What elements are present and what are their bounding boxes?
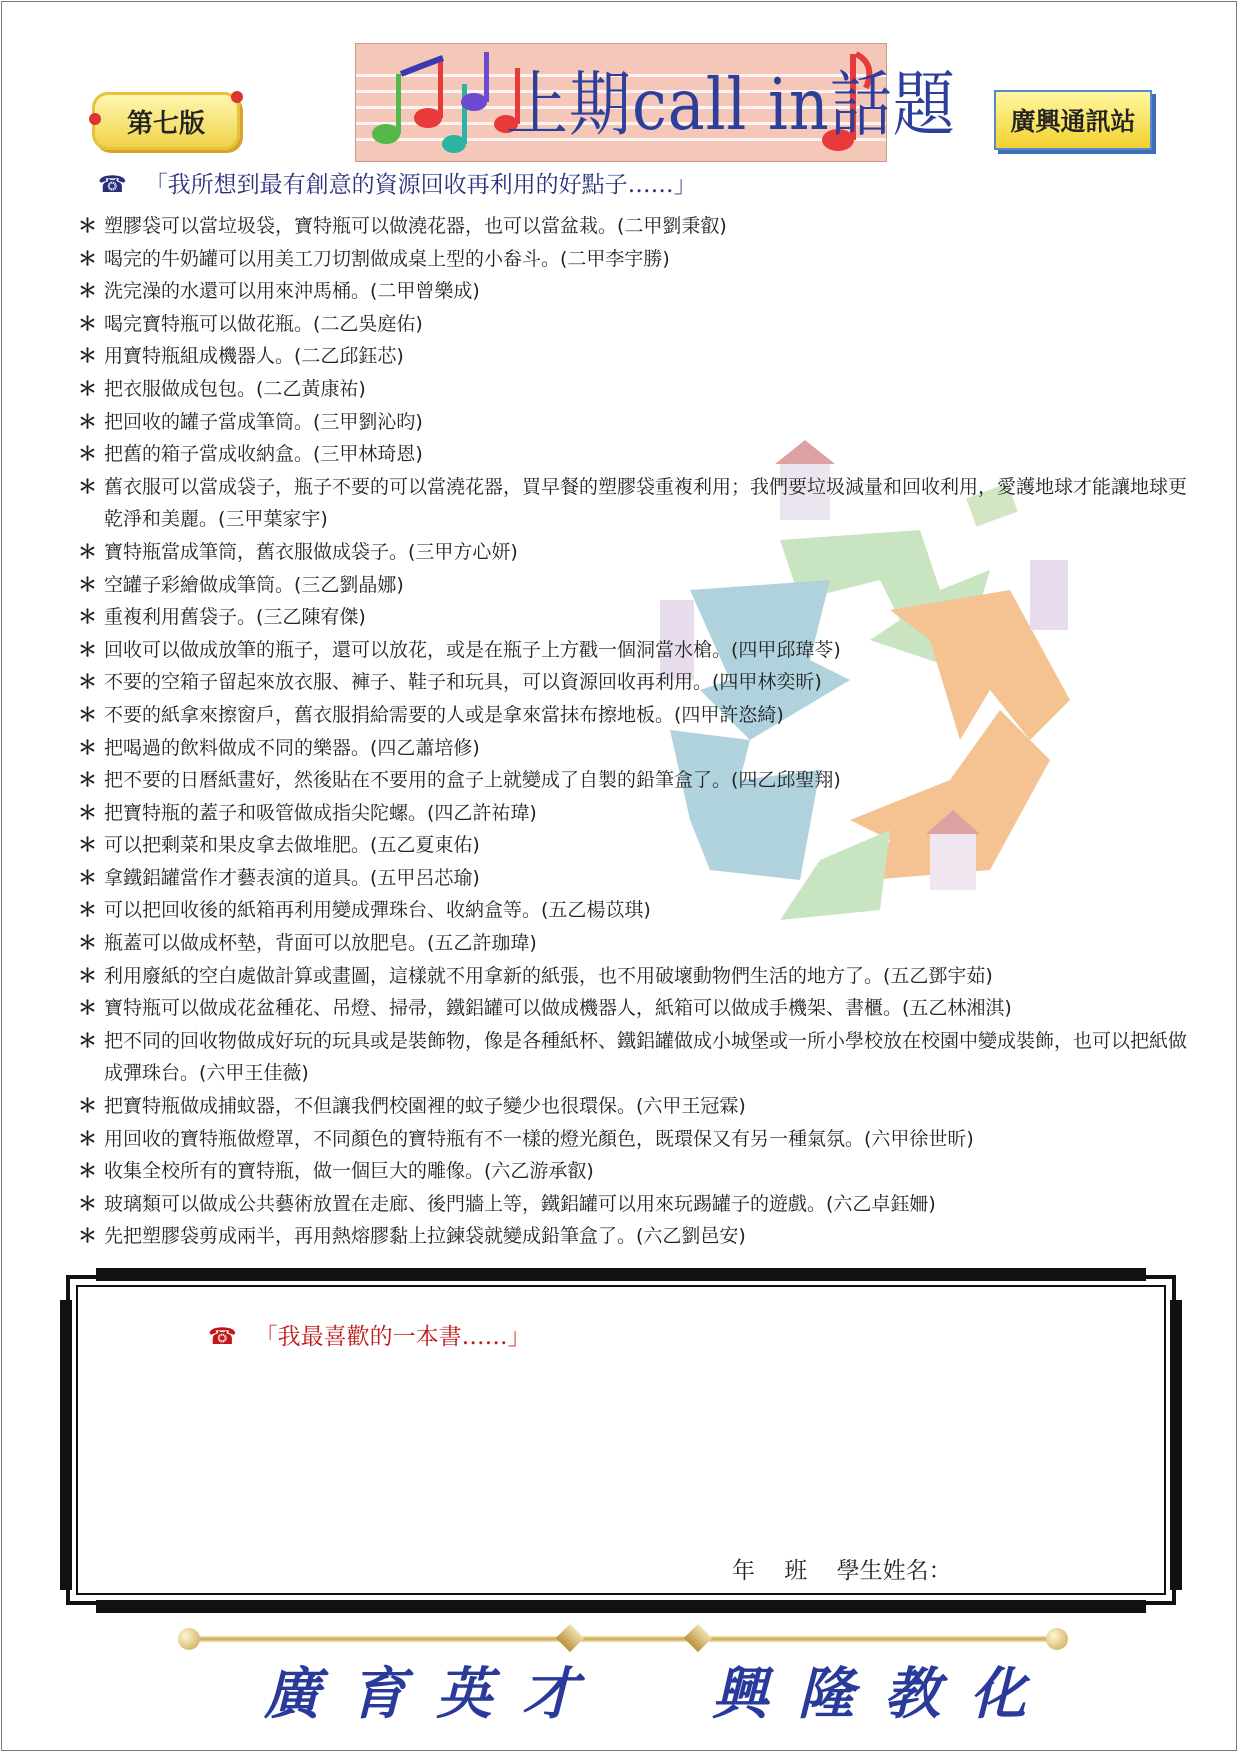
list-item: ＊ 回收可以做成放筆的瓶子，還可以放花，或是在瓶子上方戳一個洞當水槍。(四甲邱瑋苓) — [78, 638, 841, 661]
list-item: ＊ 重複利用舊袋子。(三乙陳宥傑) — [78, 606, 366, 629]
list-item: ＊ 不要的空箱子留起來放衣服、褲子、鞋子和玩具，可以資源回收再利用。(四甲林奕昕) — [78, 671, 822, 694]
list-item: ＊ 喝完的牛奶罐可以用美工刀切割做成桌上型的小畚斗。(二甲李宇勝) — [78, 247, 670, 270]
ornament-ball-icon — [1046, 1628, 1068, 1650]
book-box-title — [208, 1318, 531, 1351]
station-badge — [994, 90, 1152, 150]
list-item: ＊ 用寶特瓶組成機器人。(二乙邱鈺芯) — [78, 345, 404, 368]
list-item: ＊ 可以把回收後的紙箱再利用變成彈珠台、收納盒等。(五乙楊苡琪) — [78, 899, 651, 922]
banner — [355, 43, 956, 162]
phone-icon: ☎ — [208, 1324, 237, 1350]
book-box-title-text: 「我最喜歡的一本書……」 — [254, 1324, 531, 1350]
ornament-rod — [186, 1636, 1056, 1642]
list-item: ＊ 空罐子彩繪做成筆筒。(三乙劉晶娜) — [78, 573, 404, 596]
list-item: ＊ 把寶特瓶做成捕蚊器，不但讓我們校園裡的蚊子變少也很環保。(六甲王冠霖) — [78, 1095, 746, 1118]
station-label: 廣興通訊站 — [1010, 107, 1136, 136]
music-notes-icon — [356, 44, 526, 161]
list-item: ＊ 把舊的箱子當成收納盒。(三甲林琦恩) — [78, 443, 423, 466]
ornament-ball-icon — [178, 1628, 200, 1650]
edition-label: 第七版 — [126, 108, 205, 139]
list-item: ＊ 不要的紙拿來擦窗戶，舊衣服捐給需要的人或是拿來當抹布擦地板。(四甲許恣綺) — [78, 703, 784, 726]
list-item: ＊ 把衣服做成包包。(二乙黃康祐) — [78, 377, 366, 400]
list-item: ＊ 把不要的日曆紙畫好，然後貼在不要用的盒子上就變成了自製的鉛筆盒了。(四乙邱聖翔) — [78, 769, 841, 792]
list-item: ＊ 把喝過的飲料做成不同的樂器。(四乙蕭培修) — [78, 736, 480, 759]
motto — [0, 1650, 1240, 1740]
badge-dot-icon — [89, 113, 101, 125]
motto-right: 興隆教化 — [712, 1661, 1056, 1727]
list-item: ＊ 利用廢紙的空白處做計算或畫圖，這樣就不用拿新的紙張，也不用破壞動物們生活的地方了。(五乙鄧宇茹) — [78, 964, 993, 987]
motto-left: 廣育英才 — [264, 1661, 608, 1727]
list-item: ＊ 寶特瓶可以做成花盆種花、吊燈、掃帚，鐵鋁罐可以做成機器人，紙箱可以做成手機架、書櫃。(五乙林湘淇) — [78, 997, 1012, 1020]
banner-title: 上期call in話題 — [506, 62, 956, 147]
list-item: ＊ 拿鐵鋁罐當作才藝表演的道具。(五甲呂芯瑜) — [78, 866, 480, 889]
edition-badge — [92, 92, 240, 150]
list-item: ＊ 玻璃類可以做成公共藝術放置在走廊、後門牆上等，鐵鋁罐可以用來玩踢罐子的遊戲。(六乙卓鈺姍) — [78, 1192, 936, 1215]
ideas-list — [78, 210, 1193, 1253]
list-item: ＊ 寶特瓶當成筆筒，舊衣服做成袋子。(三甲方心妍) — [78, 540, 518, 563]
section-title — [98, 166, 697, 199]
student-name-line: 年 班 學生姓名： — [732, 1558, 952, 1584]
badge-dot-icon — [231, 91, 243, 103]
list-item: ＊ 把寶特瓶的蓋子和吸管做成指尖陀螺。(四乙許祐瑋) — [78, 801, 537, 824]
list-item: ＊ 舊衣服可以當成袋子，瓶子不要的可以當澆花器，買早餐的塑膠袋重複利用；我們要垃圾減量和回收利用，愛護地球才能讓地球更乾淨和美麗。(三甲葉家宇) — [78, 475, 1188, 531]
list-item: ＊ 喝完寶特瓶可以做花瓶。(二乙吳庭佑) — [78, 312, 423, 335]
list-item: ＊ 收集全校所有的寶特瓶，做一個巨大的雕像。(六乙游承叡) — [78, 1160, 594, 1183]
list-item: ＊ 可以把剩菜和果皮拿去做堆肥。(五乙夏東佑) — [78, 834, 480, 857]
list-item: ＊ 先把塑膠袋剪成兩半，再用熱熔膠黏上拉鍊袋就變成鉛筆盒了。(六乙劉邑安) — [78, 1225, 746, 1248]
list-item: ＊ 瓶蓋可以做成杯墊，背面可以放肥皂。(五乙許珈瑋) — [78, 932, 537, 955]
list-item: ＊ 塑膠袋可以當垃圾袋，寶特瓶可以做澆花器，也可以當盆栽。(二甲劉秉叡) — [78, 215, 727, 237]
list-item: ＊ 把回收的罐子當成筆筒。(三甲劉沁昀) — [78, 410, 423, 433]
list-item: ＊ 用回收的寶特瓶做燈罩，不同顏色的寶特瓶有不一樣的燈光顏色，既環保又有另一種氣氛。(六甲徐世昕) — [78, 1127, 974, 1150]
list-item: ＊ 洗完澡的水還可以用來沖馬桶。(二甲曾樂成) — [78, 280, 480, 303]
phone-icon: ☎ — [98, 172, 127, 198]
list-item: ＊ 把不同的回收物做成好玩的玩具或是裝飾物，像是各種紙杯、鐵鋁罐做成小城堡或一所小學校放在校園中變成裝飾，也可以把紙做成彈珠台。(六甲王佳薇) — [78, 1029, 1188, 1085]
section-title-text: 「我所想到最有創意的資源回收再利用的好點子……」 — [144, 172, 697, 198]
